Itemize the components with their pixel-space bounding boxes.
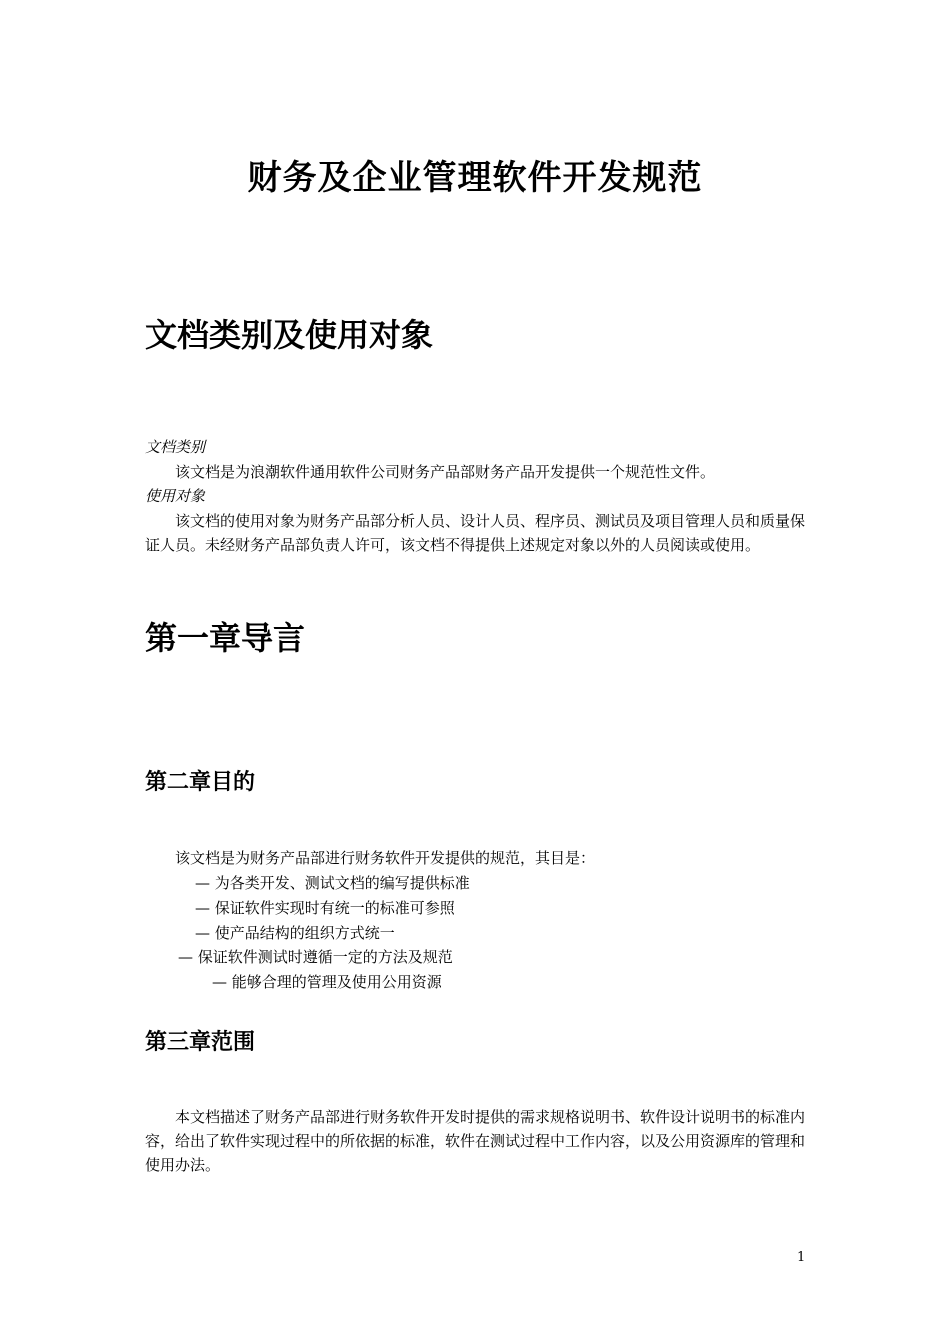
- section-heading-audience: 文档类别及使用对象: [145, 316, 434, 354]
- category-paragraph: 该文档是为浪潮软件通用软件公司财务产品部财务产品开发提供一个规范性文件。: [175, 463, 716, 481]
- audience-label: 使用对象: [145, 487, 206, 505]
- list-item: — 为各类开发、测试文档的编写提供标准: [195, 874, 470, 892]
- category-label: 文档类别: [145, 438, 206, 456]
- chapter3-paragraph: 本文档描述了财务产品部进行财务软件开发时提供的需求规格说明书、软件设计说明书的标准内容，给出了软件实现过程中的所依据的标准，软件在测试过程中工作内容，以及公用资源库的管理和使用办法。: [145, 1108, 806, 1174]
- document-title: 财务及企业管理软件开发规范: [247, 158, 703, 198]
- chapter1-heading: 第一章导言: [145, 619, 306, 657]
- list-item: — 能够合理的管理及使用公用资源: [212, 973, 442, 991]
- list-item: — 保证软件实现时有统一的标准可参照: [195, 899, 455, 917]
- list-item: — 使产品结构的组织方式统一: [195, 924, 395, 942]
- audience-paragraph: 该文档的使用对象为财务产品部分析人员、设计人员、程序员、测试员及项目管理人员和质量保证人员。未经财务产品部负责人许可，该文档不得提供上述规定对象以外的人员阅读或使用。: [145, 512, 806, 554]
- list-item: — 保证软件测试时遵循一定的方法及规范: [178, 948, 453, 966]
- chapter2-heading: 第二章目的: [145, 770, 256, 795]
- chapter2-intro: 该文档是为财务产品部进行财务软件开发提供的规范，其目是：: [175, 849, 596, 867]
- chapter3-heading: 第三章范围: [145, 1030, 256, 1055]
- page-number: 1: [797, 1250, 806, 1265]
